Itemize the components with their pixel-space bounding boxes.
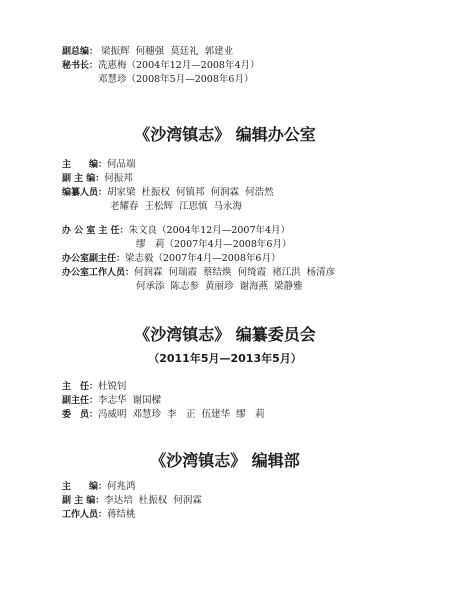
person-name: 杨清彦 <box>306 267 336 278</box>
person-name: 谢海燕 <box>239 281 269 292</box>
editorial-chief-line <box>62 481 136 493</box>
office-deputy: 梁志毅（2007年4月—2008年6月） <box>125 253 281 264</box>
person-name: 梁静雅 <box>274 281 303 292</box>
committee-vice-label: 副主任： <box>62 396 99 406</box>
office-editors-line-2 <box>110 201 248 213</box>
person-name: 马永海 <box>213 201 243 212</box>
person-name: 郭建业 <box>204 46 234 57</box>
editorial-vice-line <box>62 495 208 507</box>
vice-editors-line <box>62 46 239 58</box>
person-name: 谢国樑 <box>132 395 162 406</box>
person-name: 冯威明 <box>98 409 127 420</box>
office-vice-chief: 何振邦 <box>104 173 133 184</box>
office-chief-line <box>62 159 136 171</box>
editorial-staff-label: 工作人员： <box>62 510 108 520</box>
committee-heading: 《沙湾镇志》 编纂委员会 <box>134 325 316 344</box>
editorial-vice <box>104 495 208 506</box>
office-editors-row2 <box>110 201 248 212</box>
person-name: 何润霖 <box>173 495 202 506</box>
person-name: 何承添 <box>136 281 165 292</box>
person-name: 蔡结焕 <box>203 267 232 278</box>
office-director-label: 办 公 室 主 任： <box>62 226 129 236</box>
editorial-vice-label: 副 主 编： <box>62 496 105 506</box>
editorial-staff-line <box>62 509 136 521</box>
office-editors-row1 <box>107 187 280 198</box>
secretary-line-2 <box>98 74 253 86</box>
committee-members-line <box>62 409 271 421</box>
office-director-line <box>62 225 290 237</box>
office-vice-chief-line <box>62 173 133 185</box>
person-name: 杜振权 <box>138 495 168 506</box>
person-name: 李 正 <box>167 409 196 420</box>
vice-editors-label: 副总编： <box>62 47 99 57</box>
office-heading: 《沙湾镇志》 编辑办公室 <box>134 125 316 144</box>
committee-director-label: 主 任： <box>62 382 99 392</box>
office-deputy-line <box>62 253 280 265</box>
office-staff-line <box>62 267 341 279</box>
committee-period: （2011年5月—2013年5月） <box>148 352 302 365</box>
person-name: 何润霖 <box>134 267 163 278</box>
person-name: 伍建华 <box>201 409 231 420</box>
person-name: 缪 莉 <box>236 409 265 420</box>
office-editors-label: 编纂人员： <box>62 188 108 198</box>
committee-members <box>98 409 271 420</box>
office-chief-label: 主 编： <box>62 160 108 170</box>
office-director-2: 缪 莉（2007年4月—2008年6月） <box>136 239 292 250</box>
person-name: 何瑞霞 <box>168 267 198 278</box>
office-staff-row2 <box>136 281 309 292</box>
person-name: 邓慧珍 <box>132 409 162 420</box>
person-name: 李志华 <box>98 395 127 406</box>
person-name: 李达培 <box>104 495 133 506</box>
person-name: 何镇邦 <box>176 187 205 198</box>
person-name: 老耀春 <box>110 201 139 212</box>
committee-vice <box>98 395 167 406</box>
person-name: 褚江洪 <box>272 267 301 278</box>
secretary-label: 秘书长： <box>62 61 99 71</box>
editorial-chief: 何兆鸿 <box>107 481 136 492</box>
committee-vice-line <box>62 395 167 407</box>
person-name: 江思慎 <box>179 201 208 212</box>
person-name: 何穗强 <box>135 46 165 57</box>
person-name: 莫廷礼 <box>170 46 199 57</box>
office-chief: 何品端 <box>107 159 136 170</box>
secretary-2: 邓慧珍（2008年5月—2008年6月） <box>98 74 254 85</box>
editorial-chief-label: 主 编： <box>62 482 108 492</box>
office-director-line-2 <box>136 239 291 251</box>
office-director-1: 朱文良（2004年12月—2007年4月） <box>128 225 291 236</box>
person-name: 胡家梁 <box>107 187 136 198</box>
office-deputy-label: 办公室副主任： <box>62 254 126 264</box>
secretary-line <box>62 60 260 72</box>
committee-director: 杜锐钊 <box>98 381 127 392</box>
person-name: 何绮霞 <box>237 267 267 278</box>
person-name: 何润霖 <box>210 187 240 198</box>
secretary-1: 冼惠梅（2004年12月—2008年4月） <box>98 60 260 71</box>
office-editors-line <box>62 187 280 199</box>
office-staff-label: 办公室工作人员： <box>62 268 135 278</box>
vice-editors-names <box>98 46 239 57</box>
office-staff-line-2 <box>136 281 309 293</box>
committee-members-label: 委 员： <box>62 410 99 420</box>
person-name: 何浩然 <box>245 187 274 198</box>
editorial-heading: 《沙湾镇志》 编辑部 <box>150 451 300 470</box>
office-vice-chief-label: 副 主 编： <box>62 174 105 184</box>
office-staff-row1 <box>134 267 341 278</box>
person-name: 陈志参 <box>170 281 200 292</box>
person-name: 王松辉 <box>144 201 174 212</box>
person-name: 杜振权 <box>141 187 171 198</box>
committee-director-line <box>62 381 127 393</box>
person-name: 梁振辉 <box>101 46 130 57</box>
editorial-staff: 蒋结桃 <box>107 509 136 520</box>
person-name: 黄丽珍 <box>205 281 234 292</box>
